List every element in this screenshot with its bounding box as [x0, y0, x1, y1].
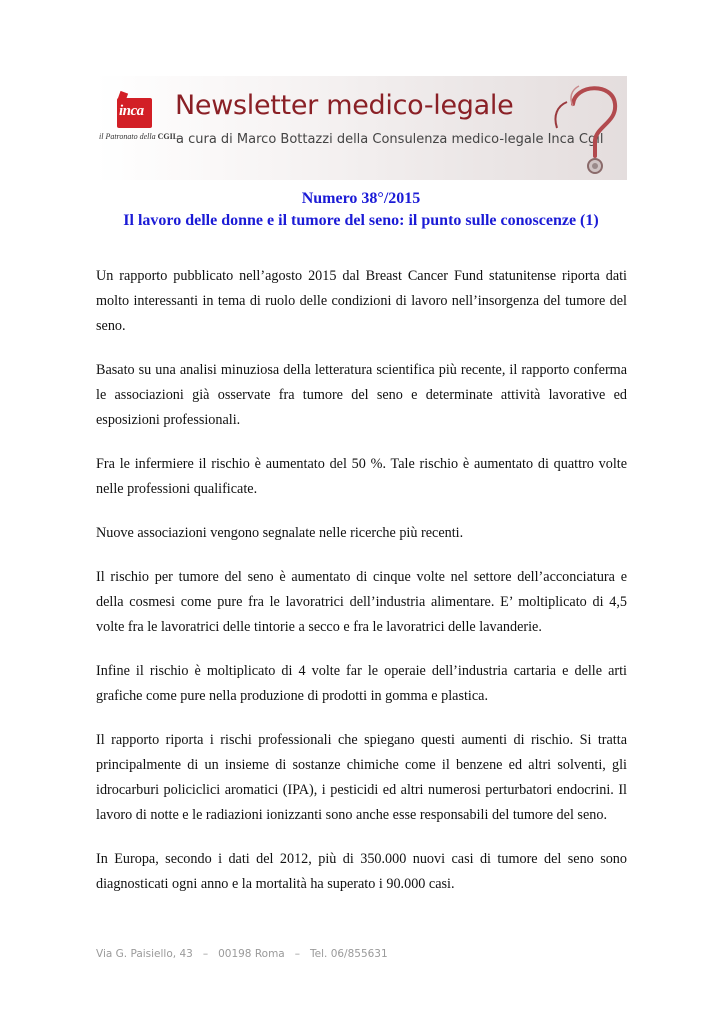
paragraph: Infine il rischio è moltiplicato di 4 volte far le operaie dell’industria cartaria e delle arti grafiche come pure nella produzione di prodotti in gomma e plastica. — [96, 663, 627, 704]
patronato-prefix: il Patronato della — [99, 132, 158, 141]
issue-number: Numero 38°/2015 — [301, 190, 421, 207]
patronato-org: CGIL — [157, 132, 179, 141]
document-title: Il lavoro delle donne e il tumore del seno: il punto sulle conoscenze (1) — [123, 212, 599, 229]
footer-address: Via G. Paisiello, 43 – 00198 Roma – Tel. 06/855631 — [96, 948, 388, 960]
article-body — [96, 264, 627, 916]
patronato-caption — [99, 132, 178, 141]
stethoscope-question-icon — [527, 76, 627, 180]
paragraph: Basato su una analisi minuziosa della letteratura scientifica più recente, il rapporto conferma le associazioni già osservate fra tumore del seno e determinate attività lavorative ed esposizioni professionali. — [96, 362, 627, 428]
banner-subtitle: a cura di Marco Bottazzi della Consulenza medico-legale Inca Cgil — [176, 132, 604, 147]
paragraph: In Europa, secondo i dati del 2012, più di 350.000 nuovi casi di tumore del seno sono diagnosticati ogni anno e la mortalità ha superato i 90.000 casi. — [96, 851, 627, 892]
paragraph: Nuove associazioni vengono segnalate nelle ricerche più recenti. — [96, 525, 464, 541]
paragraph: Un rapporto pubblicato nell’agosto 2015 dal Breast Cancer Fund statunitense riporta dati molto interessanti in tema di ruolo delle condizioni di lavoro nell’insorgenza del tumore del seno. — [96, 268, 627, 334]
banner-title: Newsletter medico-legale — [175, 90, 514, 121]
newsletter-banner — [95, 76, 627, 180]
paragraph: Fra le infermiere il rischio è aumentato del 50 %. Tale rischio è aumentato di quattro volte nelle professioni qualificate. — [96, 456, 627, 497]
paragraph: Il rischio per tumore del seno è aumentato di cinque volte nel settore dell’acconciatura e della cosmesi come pure fra le lavoratrici dell’industria alimentare. E’ moltiplicato di 4,5 volte fra le lavoratrici delle tintorie a secco e fra le lavoratrici delle lavanderie. — [96, 569, 627, 635]
logo-text: inca — [119, 103, 144, 119]
document-heading — [95, 188, 627, 232]
paragraph: Il rapporto riporta i rischi professionali che spiegano questi aumenti di rischio. Si tratta principalmente di un insieme di sostanze chimiche come il benzene ed altri solventi, gli idrocarburi policiclici aromatici (IPA), i pesticidi ed altri numerosi perturbatori endocrini. Il lavoro di notte e le radiazioni ionizzanti sono anche esse responsabili del tumore del seno. — [96, 732, 627, 823]
inca-logo — [117, 98, 152, 128]
